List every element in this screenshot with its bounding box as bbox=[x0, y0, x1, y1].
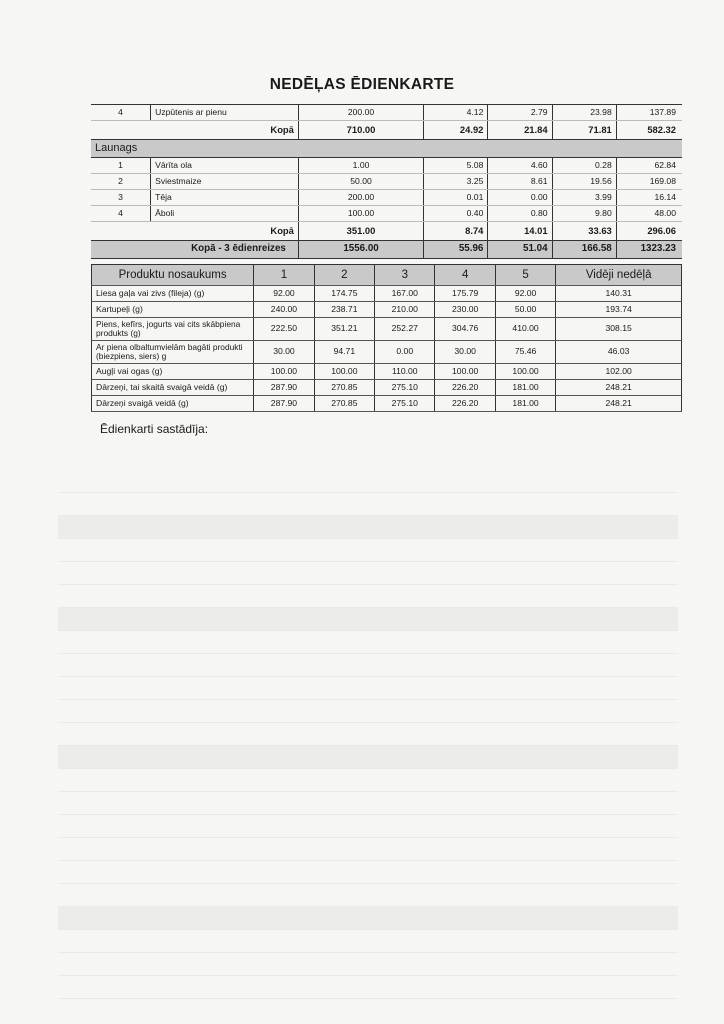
row-number: 4 bbox=[91, 206, 151, 222]
table-row bbox=[92, 380, 682, 396]
sum-protein: 24.92 bbox=[424, 121, 488, 140]
sum-fat: 21.84 bbox=[488, 121, 552, 140]
energy-value: 62.84 bbox=[616, 158, 682, 174]
product-name: Liesa gaļa vai zivs (fileja) (g) bbox=[92, 286, 254, 302]
header-product-name: Produktu nosaukums bbox=[92, 265, 254, 286]
day-value: 304.76 bbox=[435, 318, 495, 341]
table-row bbox=[91, 190, 682, 206]
sum-protein: 8.74 bbox=[424, 222, 488, 241]
composer-label: Ēdienkarti sastādīja: bbox=[100, 422, 209, 436]
carb-value: 9.80 bbox=[552, 206, 616, 222]
fat-value: 0.80 bbox=[488, 206, 552, 222]
weekly-average: 140.31 bbox=[556, 286, 682, 302]
day-value: 270.85 bbox=[314, 380, 374, 396]
dish-quantity: 50.00 bbox=[298, 174, 423, 190]
carb-value: 19.56 bbox=[552, 174, 616, 190]
day-value: 174.75 bbox=[314, 286, 374, 302]
sum-energy: 296.06 bbox=[616, 222, 682, 241]
grand-total-protein: 55.96 bbox=[424, 241, 488, 259]
day-value: 0.00 bbox=[375, 341, 435, 364]
day-value: 100.00 bbox=[314, 364, 374, 380]
section-title: Launags bbox=[91, 140, 682, 158]
sum-energy: 582.32 bbox=[616, 121, 682, 140]
fat-value: 2.79 bbox=[488, 105, 552, 121]
weekly-average: 248.21 bbox=[556, 380, 682, 396]
energy-value: 169.08 bbox=[616, 174, 682, 190]
dish-name: Āboli bbox=[151, 206, 299, 222]
weekly-average: 46.03 bbox=[556, 341, 682, 364]
product-name: Kartupeļi (g) bbox=[92, 302, 254, 318]
sum-carb: 33.63 bbox=[552, 222, 616, 241]
table-row bbox=[92, 286, 682, 302]
table-row bbox=[92, 364, 682, 380]
dish-quantity: 200.00 bbox=[298, 105, 423, 121]
carb-value: 3.99 bbox=[552, 190, 616, 206]
table-row bbox=[91, 206, 682, 222]
meal-sum-row bbox=[91, 222, 682, 241]
product-name: Dārzeņi, tai skaitā svaigā veidā (g) bbox=[92, 380, 254, 396]
day-value: 75.46 bbox=[495, 341, 555, 364]
day-value: 287.90 bbox=[254, 396, 314, 412]
table-row bbox=[92, 396, 682, 412]
product-name: Ar piena olbaltumvielām bagāti produkti (biezpiens, siers) g bbox=[92, 341, 254, 364]
day-value: 100.00 bbox=[435, 364, 495, 380]
dish-quantity: 200.00 bbox=[298, 190, 423, 206]
day-value: 167.00 bbox=[375, 286, 435, 302]
day-value: 30.00 bbox=[435, 341, 495, 364]
sum-label: Kopā bbox=[91, 121, 298, 140]
day-value: 210.00 bbox=[375, 302, 435, 318]
product-name: Piens, kefīrs, jogurts vai cits skābpiena produkts (g) bbox=[92, 318, 254, 341]
fat-value: 0.00 bbox=[488, 190, 552, 206]
fat-value: 8.61 bbox=[488, 174, 552, 190]
grand-total-carb: 166.58 bbox=[552, 241, 616, 259]
carb-value: 23.98 bbox=[552, 105, 616, 121]
product-name: Augļi vai ogas (g) bbox=[92, 364, 254, 380]
grand-total-energy: 1323.23 bbox=[616, 241, 682, 259]
day-value: 181.00 bbox=[495, 396, 555, 412]
row-number: 2 bbox=[91, 174, 151, 190]
weekly-average: 102.00 bbox=[556, 364, 682, 380]
row-number: 3 bbox=[91, 190, 151, 206]
meal-sum-row bbox=[91, 121, 682, 140]
weekly-average: 308.15 bbox=[556, 318, 682, 341]
sum-quantity: 351.00 bbox=[298, 222, 423, 241]
table-row bbox=[92, 302, 682, 318]
header-day-5: 5 bbox=[495, 265, 555, 286]
day-value: 275.10 bbox=[375, 380, 435, 396]
day-value: 110.00 bbox=[375, 364, 435, 380]
day-value: 94.71 bbox=[314, 341, 374, 364]
day-value: 100.00 bbox=[254, 364, 314, 380]
day-value: 181.00 bbox=[495, 380, 555, 396]
dish-name: Uzpūtenis ar pienu bbox=[151, 105, 299, 121]
dish-quantity: 100.00 bbox=[298, 206, 423, 222]
protein-value: 5.08 bbox=[424, 158, 488, 174]
day-value: 230.00 bbox=[435, 302, 495, 318]
weekly-average: 248.21 bbox=[556, 396, 682, 412]
product-name: Dārzeņi svaigā veidā (g) bbox=[92, 396, 254, 412]
table-row bbox=[91, 105, 682, 121]
grand-total-quantity: 1556.00 bbox=[298, 241, 423, 259]
protein-value: 3.25 bbox=[424, 174, 488, 190]
dish-name: Vārīta ola bbox=[151, 158, 299, 174]
products-table bbox=[91, 264, 682, 412]
day-value: 270.85 bbox=[314, 396, 374, 412]
day-value: 175.79 bbox=[435, 286, 495, 302]
weekly-average: 193.74 bbox=[556, 302, 682, 318]
grand-total-label: Kopā - 3 ēdienreizes bbox=[91, 241, 298, 259]
bleed-through-background bbox=[58, 470, 678, 990]
header-day-3: 3 bbox=[375, 265, 435, 286]
day-value: 100.00 bbox=[495, 364, 555, 380]
day-value: 287.90 bbox=[254, 380, 314, 396]
page-title: NEDĒĻAS ĒDIENKARTE bbox=[269, 76, 455, 93]
row-number: 4 bbox=[91, 105, 151, 121]
header-day-2: 2 bbox=[314, 265, 374, 286]
menu-table bbox=[91, 104, 682, 259]
sum-fat: 14.01 bbox=[488, 222, 552, 241]
energy-value: 48.00 bbox=[616, 206, 682, 222]
dish-name: Sviestmaize bbox=[151, 174, 299, 190]
sum-quantity: 710.00 bbox=[298, 121, 423, 140]
day-value: 240.00 bbox=[254, 302, 314, 318]
day-value: 410.00 bbox=[495, 318, 555, 341]
row-number: 1 bbox=[91, 158, 151, 174]
dish-quantity: 1.00 bbox=[298, 158, 423, 174]
sum-carb: 71.81 bbox=[552, 121, 616, 140]
day-value: 222.50 bbox=[254, 318, 314, 341]
table-row bbox=[92, 341, 682, 364]
protein-value: 4.12 bbox=[424, 105, 488, 121]
day-value: 226.20 bbox=[435, 380, 495, 396]
table-row bbox=[91, 174, 682, 190]
day-value: 30.00 bbox=[254, 341, 314, 364]
day-value: 238.71 bbox=[314, 302, 374, 318]
dish-name: Tēja bbox=[151, 190, 299, 206]
energy-value: 16.14 bbox=[616, 190, 682, 206]
header-weekly-average: Vidēji nedēļā bbox=[556, 265, 682, 286]
protein-value: 0.40 bbox=[424, 206, 488, 222]
header-day-4: 4 bbox=[435, 265, 495, 286]
sum-label: Kopā bbox=[91, 222, 298, 241]
day-value: 252.27 bbox=[375, 318, 435, 341]
protein-value: 0.01 bbox=[424, 190, 488, 206]
grand-total-fat: 51.04 bbox=[488, 241, 552, 259]
section-header-launags bbox=[91, 140, 682, 158]
day-value: 50.00 bbox=[495, 302, 555, 318]
energy-value: 137.89 bbox=[616, 105, 682, 121]
table-row bbox=[92, 318, 682, 341]
day-value: 351.21 bbox=[314, 318, 374, 341]
table-row bbox=[91, 158, 682, 174]
day-value: 226.20 bbox=[435, 396, 495, 412]
day-value: 92.00 bbox=[254, 286, 314, 302]
grand-total-row bbox=[91, 241, 682, 259]
products-header-row bbox=[92, 265, 682, 286]
day-value: 275.10 bbox=[375, 396, 435, 412]
carb-value: 0.28 bbox=[552, 158, 616, 174]
header-day-1: 1 bbox=[254, 265, 314, 286]
fat-value: 4.60 bbox=[488, 158, 552, 174]
day-value: 92.00 bbox=[495, 286, 555, 302]
